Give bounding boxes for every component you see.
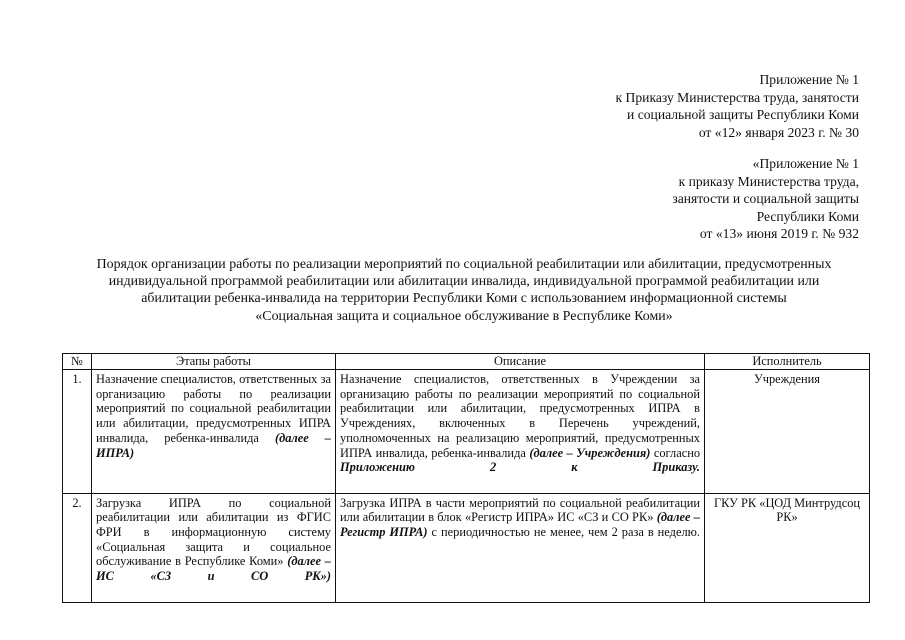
row-number: 2. — [63, 493, 92, 602]
description-text: Загрузка ИПРА в части мероприятий по социальной реабилитации или абилитации в блок «Регистр ИПРА» ИС «СЗ и СО РК» — [340, 495, 700, 525]
title-line: «Социальная защита и социальное обслуживание в Республике Коми» — [255, 308, 673, 324]
appendix-line: и социальной защиты Республики Коми — [627, 107, 859, 122]
description-cell — [336, 493, 705, 602]
description-text: Назначение специалистов, ответственных в Учреждении за организацию работы по реализации мероприятий по социальной реабилитации или абилитации, предусмотренных ИПРА в Учреждениях, включенных в Перечень учреждений, уполномоченных на реализацию мероприятий, предусмотренных ИПРА инвалида, ребенка-инвалида — [340, 372, 700, 460]
stage-abbrev: (далее – ИС «СЗ и СО РК») — [96, 554, 331, 584]
appendix-line: Республики Коми — [756, 208, 859, 224]
column-header-number: № — [63, 354, 92, 370]
title-line: индивидуальной программой реабилитации или абилитации инвалида, индивидуальной программой реабилитации или — [108, 274, 820, 290]
title-line: Порядок организации работы по реализации мероприятий по социальной реабилитации или абилитации, предусмотренных — [96, 257, 832, 272]
table-row — [63, 493, 870, 602]
description-abbrev: (далее – Регистр ИПРА) — [340, 510, 700, 540]
column-header-stages: Этапы работы — [92, 354, 336, 370]
appendix-date: от «13» июня 2019 г. № 932 — [699, 226, 859, 241]
table-row — [63, 370, 870, 494]
document-title — [60, 256, 868, 325]
executor-cell: ГКУ РК «ЦОД Минтрудсоц РК» — [705, 493, 870, 602]
column-header-executor: Исполнитель — [705, 354, 870, 370]
description-cell — [336, 370, 705, 494]
description-tail: согласно — [653, 445, 701, 460]
stage-text: Загрузка ИПРА по социальной реабилитации или абилитации из ФГИС ФРИ в информационную систему «Социальная защита и социальное обслуживание в Республике Коми» — [96, 495, 331, 569]
procedure-table — [62, 353, 870, 603]
original-appendix-header — [672, 155, 859, 243]
executor-cell: Учреждения — [705, 370, 870, 494]
appendix-title: «Приложение № 1 — [752, 156, 859, 171]
table-header-row — [63, 354, 870, 370]
title-line: абилитации ребенка-инвалида на территории Республики Коми с использованием информационной системы — [141, 291, 787, 307]
appendix-line: занятости и социальной защиты — [672, 191, 859, 206]
appendix-header — [616, 71, 859, 141]
description-abbrev: (далее – Учреждения) — [529, 445, 651, 460]
description-reference: Приложению 2 к Приказу. — [340, 460, 700, 475]
stage-cell — [92, 370, 336, 494]
stage-abbrev: (далее – ИПРА) — [96, 430, 331, 460]
column-header-description: Описание — [336, 354, 705, 370]
stage-text: Назначение специалистов, ответственных за организацию работы по реализации мероприятий по социальной реабилитации или абилитации, предусмотренных ИПРА инвалида, ребенка-инвалида — [96, 372, 331, 445]
row-number: 1. — [63, 370, 92, 494]
appendix-date: от «12» января 2023 г. № 30 — [698, 124, 859, 140]
appendix-title: Приложение № 1 — [759, 72, 859, 87]
description-tail: с периодичностью не менее, чем 2 раза в неделю. — [431, 525, 700, 540]
stage-cell — [92, 493, 336, 602]
appendix-line: к приказу Министерства труда, — [678, 173, 859, 189]
appendix-line: к Приказу Министерства труда, занятости — [615, 89, 859, 105]
